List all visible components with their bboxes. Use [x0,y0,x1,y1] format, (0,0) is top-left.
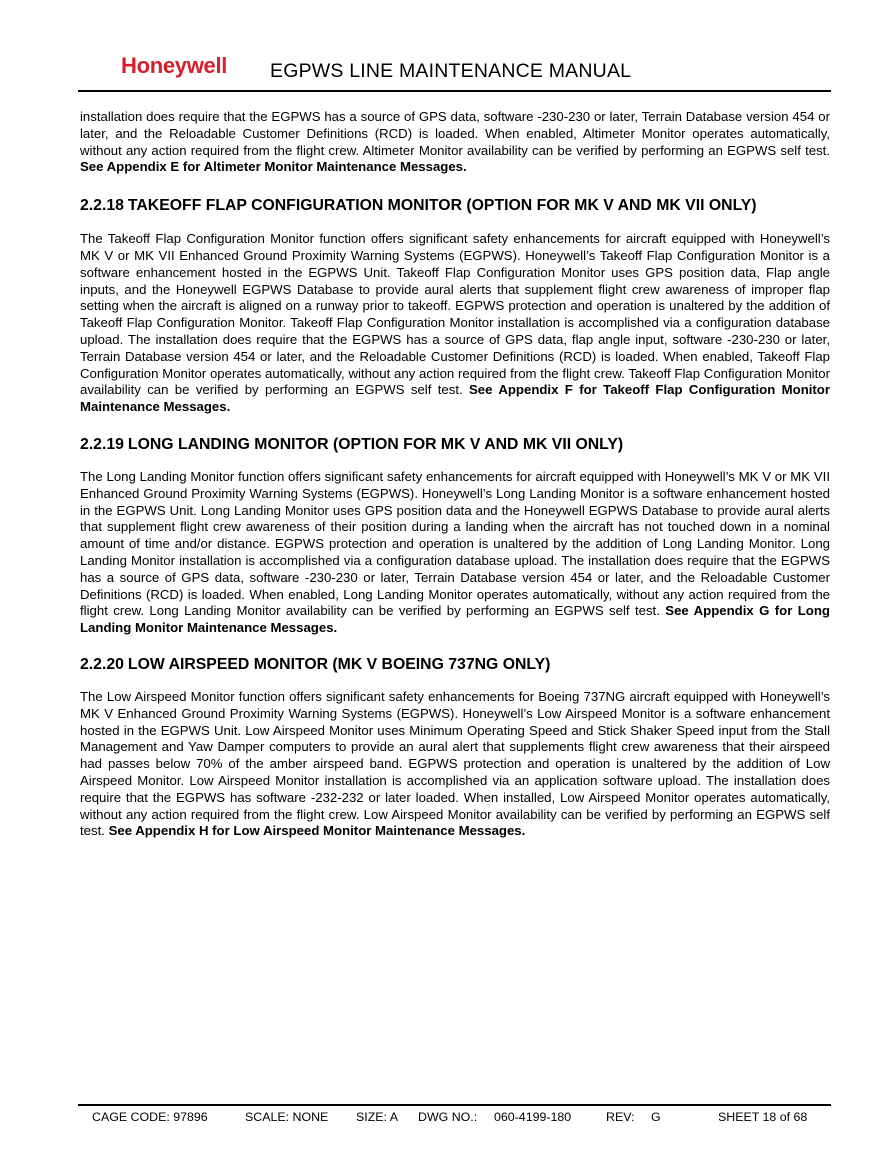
intro-text: installation does require that the EGPWS has a source of GPS data, software -230-230 or later, Terrain Database version 454 or later, and the Reloadable Customer Definitions (RCD) is loaded. When enabled, Altimeter Monitor operates automatically, without any action required from the flight crew. Altimeter Monitor availability can be verified by performing an EGPWS self test. [80,109,830,158]
dwg-number: 060-4199-180 [494,1110,572,1124]
sheet-number: SHEET 18 of 68 [718,1110,808,1124]
rev-value: G [651,1110,661,1124]
scale: SCALE: NONE [245,1110,329,1124]
section-appendix-ref: See Appendix F for Takeoff Flap Configuration Monitor Maintenance Messages. [80,382,830,415]
section-heading-2-2-19 [80,435,830,454]
section-paragraph-2-2-19 [80,469,830,637]
section-text: The Long Landing Monitor function offers significant safety enhancements for aircraft equipped with Honeywell’s MK V or MK VII Enhanced Ground Proximity Warning Systems (EGPWS). Honeywell’s Long Landing Monitor is a software enhancement hosted in the EGPWS Unit. Long Landing Monitor uses GPS position data and the Honeywell EGPWS Database to provide aural alerts that supplement flight crew awareness of their position during a landing when the aircraft has not touched down in a nominal amount of time and/or distance. EGPWS protection and operation is unaltered by the addition of Long Landing Monitor. Long Landing Monitor installation is accomplished via a configuration database upload. The installation does require that the EGPWS has a source of GPS data, software -230-230 or later, Terrain Database version 454 or later, and the Reloadable Customer Definitions (RCD) is loaded. When enabled, Long Landing Monitor operates automatically, without any action required from the flight crew. Long Landing Monitor availability can be verified by performing an EGPWS self test. [80,468,830,619]
section-number: 2.2.20 [80,655,124,673]
page-header [78,48,831,92]
section-title: TAKEOFF FLAP CONFIGURATION MONITOR (OPTION FOR MK V AND MK VII ONLY) [127,197,757,215]
dwg-label: DWG NO.: [418,1110,478,1124]
manual-title: EGPWS LINE MAINTENANCE MANUAL [270,60,632,82]
section-number: 2.2.18 [80,197,124,215]
cage-code: CAGE CODE: 97896 [92,1110,208,1124]
section-number: 2.2.19 [80,435,124,453]
size: SIZE: A [356,1110,399,1124]
section-paragraph-2-2-18 [80,231,830,416]
header-rule [78,90,831,92]
intro-paragraph [80,109,830,176]
honeywell-logo: Honeywell [121,53,228,78]
section-heading-2-2-18 [80,196,830,215]
page-footer [78,1104,831,1126]
section-text: The Low Airspeed Monitor function offers significant safety enhancements for Boeing 737NG aircraft equipped with Honeywell’s MK V Enhanced Ground Proximity Warning Systems (EGPWS). Honeywell’s Low Airspeed Monitor is a software enhancement hosted in the EGPWS Unit. Low Airspeed Monitor uses Minimum Operating Speed and Stick Shaker Speed input from the Stall Management and Yaw Damper computers to provide an aural alert that supplements flight crew awareness that their airspeed had passes below 70% of the amber airspeed band. EGPWS protection and operation is unaltered by the addition of Low Airspeed Monitor. Low Airspeed Monitor installation is accomplished via an application software upload. The installation does require that the EGPWS has software -232-232 or later loaded. When installed, Low Airspeed Monitor operates automatically, without any action required from the flight crew. Low Airspeed Monitor availability can be verified by performing an EGPWS self test. [80,688,830,839]
section-appendix-ref: See Appendix H for Low Airspeed Monitor Maintenance Messages. [108,823,526,839]
section-text: The Takeoff Flap Configuration Monitor function offers significant safety enhancements for aircraft equipped with Honeywell’s MK V or MK VII Enhanced Ground Proximity Warning Systems (EGPWS). Honeywell’s Takeoff Flap Configuration Monitor is a software enhancement hosted in the EGPWS Unit. Takeoff Flap Configuration Monitor uses GPS position data, Flap angle inputs, and the Honeywell EGPWS Database to provide aural alerts that supplement flight crew awareness of improper flap setting when the aircraft is aligned on a runway prior to takeoff. EGPWS protection and operation is unaltered by the addition of Takeoff Flap Configuration Monitor. Takeoff Flap Configuration Monitor installation is accomplished via a configuration database upload. The installation does require that the EGPWS has a source of GPS data, flap angle input, software -230-230 or later, Terrain Database version 454 or later, and the Reloadable Customer Definitions (RCD) is loaded. When enabled, Takeoff Flap Configuration Monitor operates automatically, without any action required from the flight crew. Takeoff Flap Configuration Monitor availability can be verified by performing an EGPWS self test. [80,231,830,398]
section-heading-2-2-20 [80,655,830,674]
rev-label: REV: [606,1110,635,1124]
intro-appendix-ref: See Appendix E for Altimeter Monitor Maintenance Messages. [80,159,467,175]
section-appendix-ref: See Appendix G for Long Landing Monitor Maintenance Messages. [80,603,830,636]
section-title: LONG LANDING MONITOR (OPTION FOR MK V AND MK VII ONLY) [127,435,624,453]
page-content [80,109,830,840]
section-title: LOW AIRSPEED MONITOR (MK V BOEING 737NG ONLY) [127,655,551,673]
section-paragraph-2-2-20 [80,689,830,840]
title-block [78,1106,831,1126]
